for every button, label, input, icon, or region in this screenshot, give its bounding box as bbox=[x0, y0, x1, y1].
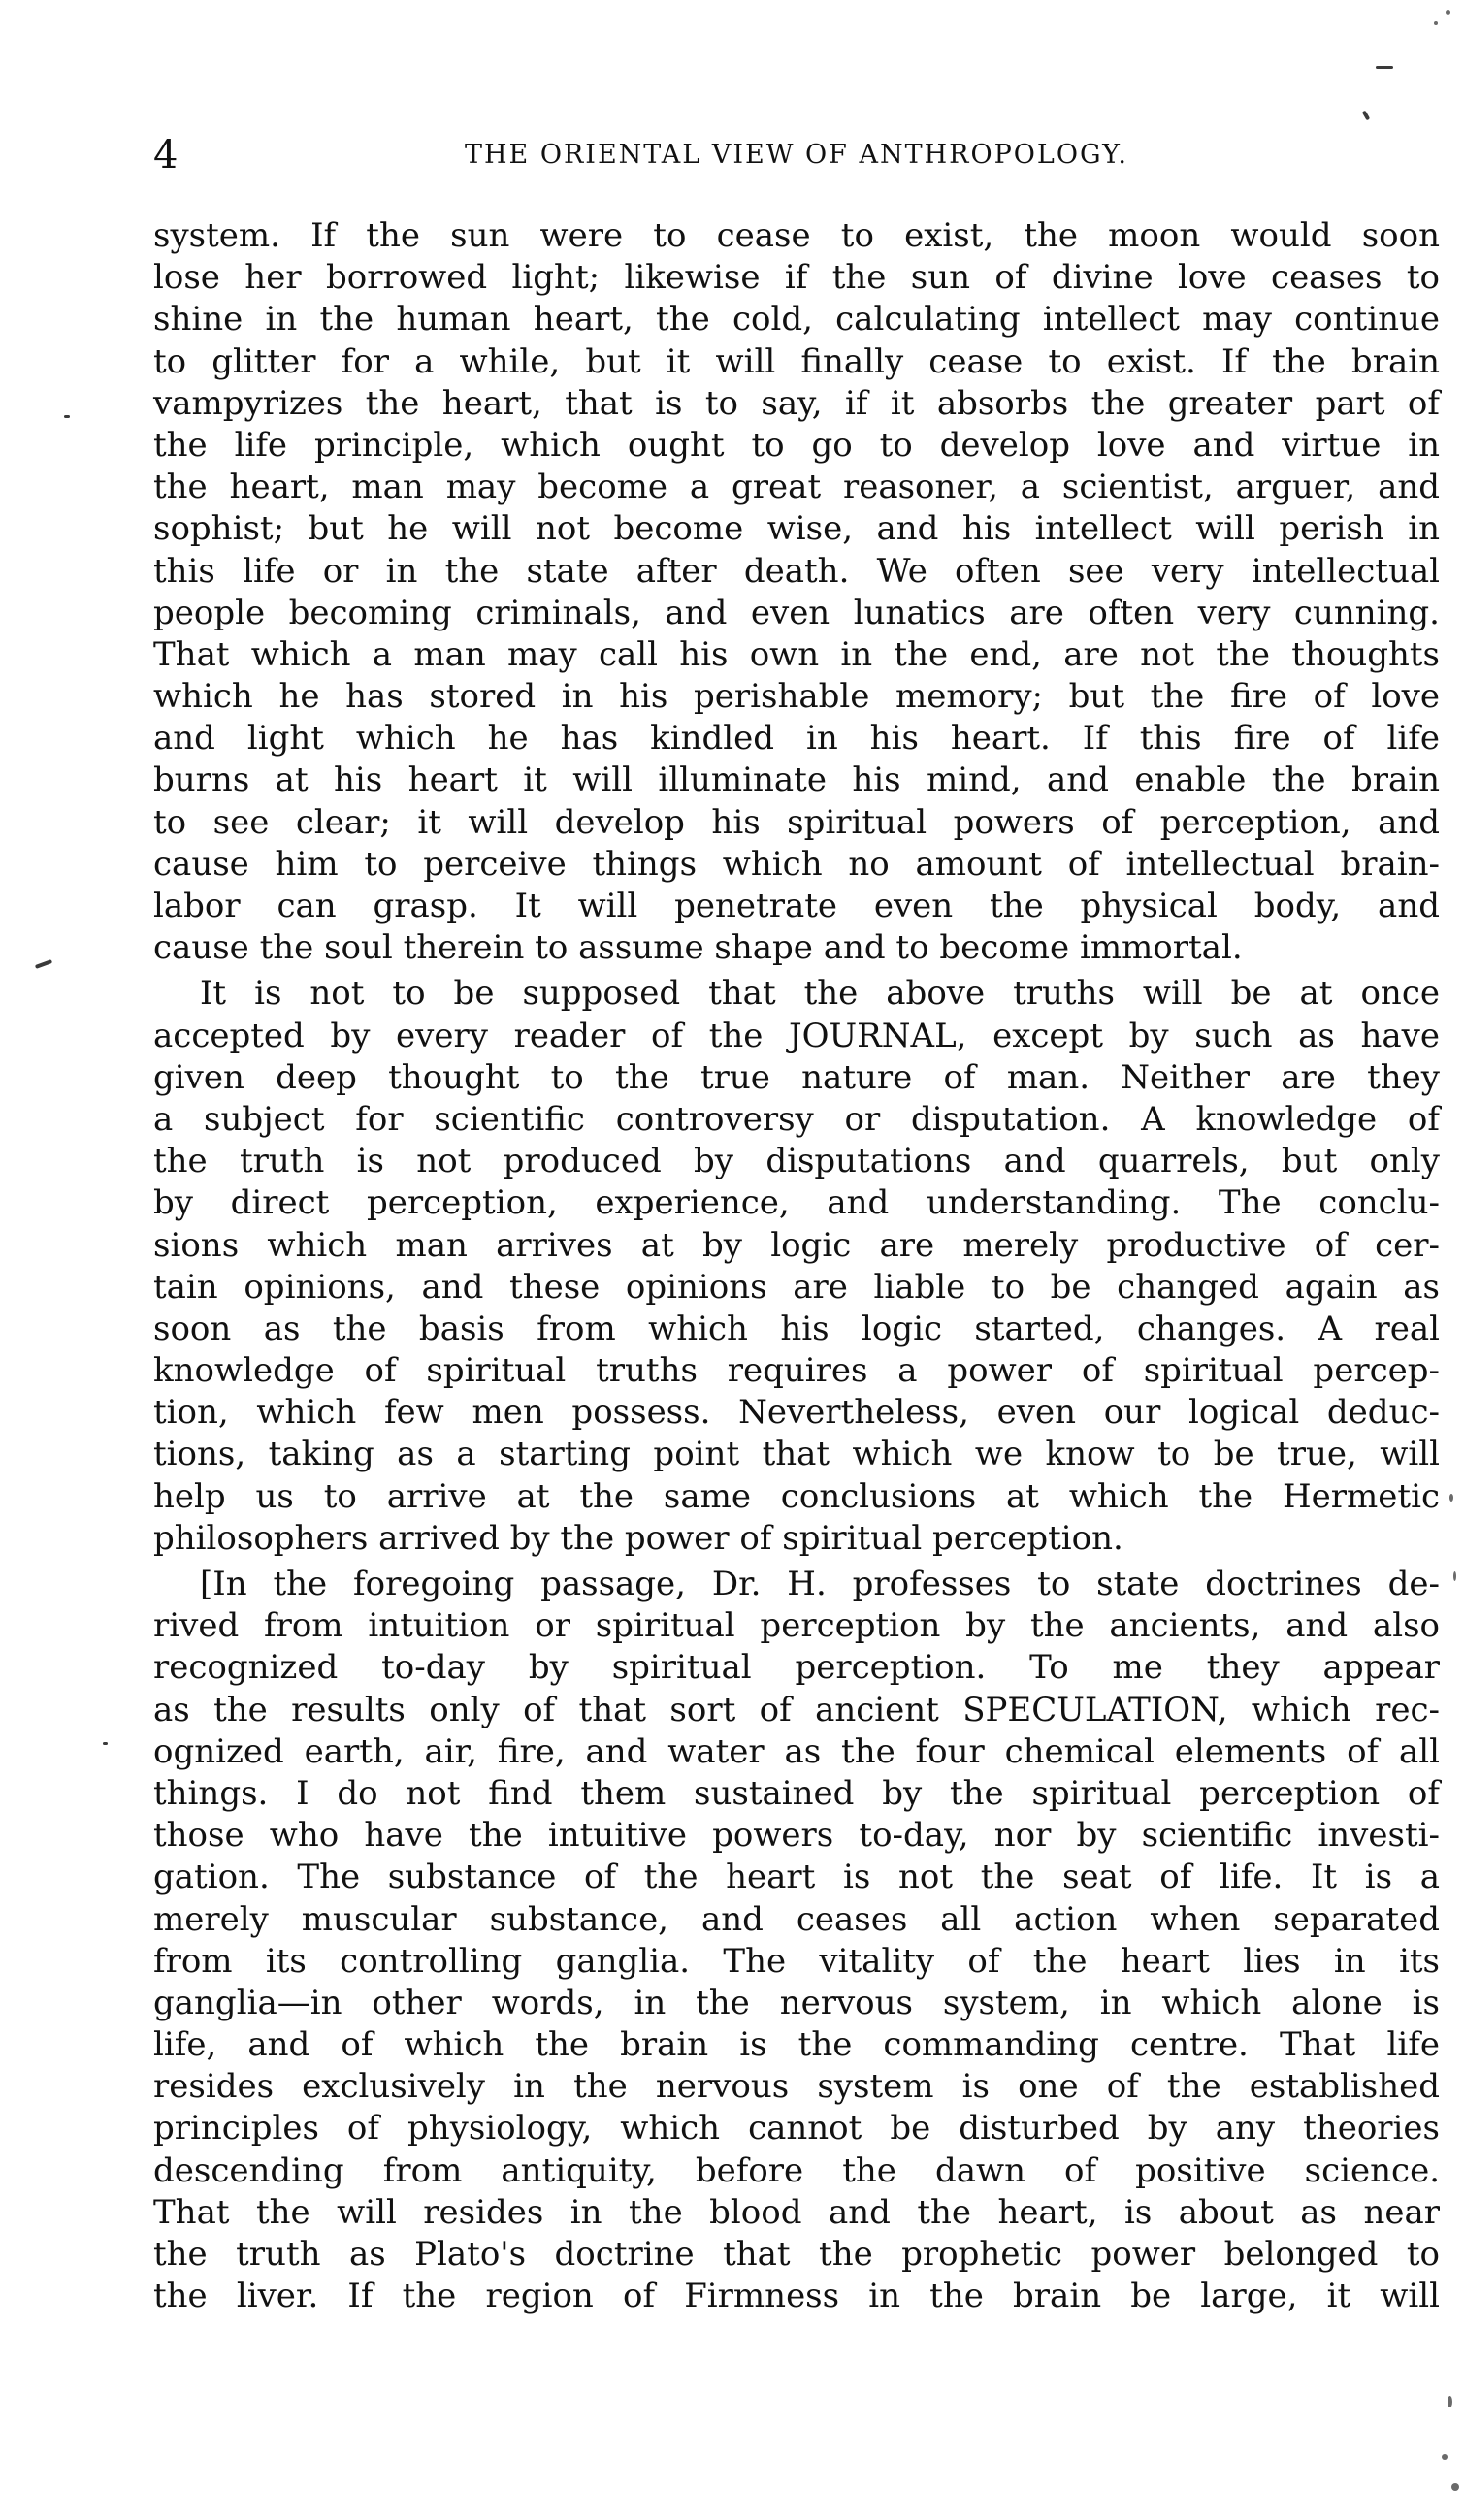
text-line: help us to arrive at the same conclusions at which the Hermetic bbox=[153, 1476, 1440, 1516]
scan-speck bbox=[1446, 10, 1450, 15]
scan-speck bbox=[1449, 1494, 1453, 1502]
text-line: That the will resides in the blood and the heart, is about as near bbox=[153, 2192, 1440, 2232]
text-line: tions, taking as a starting point that which we know to be true, will bbox=[153, 1435, 1440, 1474]
scan-speck bbox=[1448, 2396, 1452, 2407]
text-line: from its controlling ganglia. The vitality of the heart lies in its bbox=[153, 1941, 1440, 1981]
scan-speck bbox=[1453, 1571, 1456, 1581]
text-line: the truth is not produced by disputations and quarrels, but only bbox=[153, 1142, 1440, 1181]
scan-mark bbox=[64, 415, 70, 418]
text-line: principles of physiology, which cannot be disturbed by any theories bbox=[153, 2109, 1440, 2148]
text-line: burns at his heart it will illuminate his mind, and enable the brain bbox=[153, 760, 1440, 800]
text-line: merely muscular substance, and ceases all action when separated bbox=[153, 1899, 1440, 1939]
body-text bbox=[153, 215, 1440, 2317]
text-line: to glitter for a while, but it will finally cease to exist. If the brain bbox=[153, 341, 1440, 381]
text-line: the heart, man may become a great reasoner, a scientist, arguer, and bbox=[153, 468, 1440, 507]
scan-speck bbox=[1451, 2483, 1459, 2491]
text-line: recognized to-day by spiritual perception. To me they appear bbox=[153, 1648, 1440, 1688]
text-line: system. If the sun were to cease to exist, the moon would soon bbox=[153, 216, 1440, 255]
text-line: tion, which few men possess. Nevertheless, even our logical deduc- bbox=[153, 1393, 1440, 1433]
text-line: cause him to perceive things which no amount of intellectual brain- bbox=[153, 844, 1440, 884]
paragraph bbox=[153, 215, 1440, 969]
text-line: It is not to be supposed that the above truths will be at once bbox=[200, 974, 1440, 1014]
text-line: ognized earth, air, fire, and water as the four chemical elements of all bbox=[153, 1731, 1440, 1771]
text-line: those who have the intuitive powers to-day, nor by scientific investi- bbox=[153, 1816, 1440, 1856]
text-line: which he has stored in his perishable memory; but the fire of love bbox=[153, 677, 1440, 717]
text-line: rived from intuition or spiritual perception by the ancients, and also bbox=[153, 1606, 1440, 1646]
text-line: [In the foregoing passage, Dr. H. professes to state doctrines de- bbox=[200, 1565, 1440, 1603]
text-line: resides exclusively in the nervous system is one of the established bbox=[153, 2067, 1440, 2107]
text-line: life, and of which the brain is the commanding centre. That life bbox=[153, 2025, 1440, 2065]
text-line: lose her borrowed light; likewise if the sun of divine love ceases to bbox=[153, 258, 1440, 298]
text-line: labor can grasp. It will penetrate even the physical body, and bbox=[153, 887, 1440, 925]
text-line: knowledge of spiritual truths requires a power of spiritual percep- bbox=[153, 1351, 1440, 1391]
text-line: vampyrizes the heart, that is to say, if it absorbs the greater part of bbox=[153, 383, 1440, 423]
paragraph bbox=[153, 973, 1440, 1560]
text-line: descending from antiquity, before the dawn of positive science. bbox=[153, 2150, 1440, 2190]
text-line: accepted by every reader of the JOURNAL, except by such as have bbox=[153, 1016, 1440, 1055]
text-line: sions which man arrives at by logic are merely productive of cer- bbox=[153, 1225, 1440, 1265]
text-line: soon as the basis from which his logic started, changes. A real bbox=[153, 1308, 1440, 1348]
text-line: given deep thought to the true nature of man. Neither are they bbox=[153, 1057, 1440, 1097]
page-header bbox=[153, 128, 1440, 182]
text-line: philosophers arrived by the power of spiritual perception. bbox=[153, 1518, 1123, 1558]
text-line: a subject for scientific controversy or disputation. A knowledge of bbox=[153, 1099, 1440, 1139]
text-line: gation. The substance of the heart is not the seat of life. It is a bbox=[153, 1858, 1440, 1897]
paragraph bbox=[153, 1564, 1440, 2317]
text-line: by direct perception, experience, and understanding. The conclu- bbox=[153, 1183, 1440, 1223]
text-line: people becoming criminals, and even lunatics are often very cunning. bbox=[153, 593, 1440, 632]
scan-speck bbox=[1442, 2454, 1448, 2460]
scan-mark bbox=[1362, 111, 1370, 121]
scan-mark bbox=[1376, 66, 1393, 69]
page-number: 4 bbox=[153, 133, 179, 178]
scan-speck bbox=[1434, 21, 1438, 25]
text-line: shine in the human heart, the cold, calculating intellect may continue bbox=[153, 300, 1440, 339]
text-line: as the results only of that sort of ancient SPECULATION, which rec- bbox=[153, 1690, 1440, 1729]
text-line: cause the soul therein to assume shape and to become immortal. bbox=[153, 928, 1243, 968]
text-line: sophist; but he will not become wise, and his intellect will perish in bbox=[153, 509, 1440, 549]
text-line: and light which he has kindled in his heart. If this fire of life bbox=[153, 719, 1440, 759]
text-line: the life principle, which ought to go to develop love and virtue in bbox=[153, 425, 1440, 465]
text-line: tain opinions, and these opinions are liable to be changed again as bbox=[153, 1267, 1440, 1307]
running-title: THE ORIENTAL VIEW OF ANTHROPOLOGY. bbox=[464, 140, 1129, 170]
text-line: That which a man may call his own in the end, are not the thoughts bbox=[153, 634, 1440, 674]
scan-mark bbox=[103, 1742, 108, 1745]
text-line: to see clear; it will develop his spiritual powers of perception, and bbox=[153, 802, 1440, 842]
text-line: the truth as Plato's doctrine that the prophetic power belonged to bbox=[153, 2235, 1440, 2274]
text-line: ganglia—in other words, in the nervous system, in which alone is bbox=[153, 1983, 1440, 2022]
text-line: the liver. If the region of Firmness in the brain be large, it will bbox=[153, 2277, 1440, 2316]
text-line: this life or in the state after death. We often see very intellectual bbox=[153, 551, 1440, 591]
text-line: things. I do not find them sustained by the spiritual perception of bbox=[153, 1773, 1440, 1813]
scan-mark bbox=[35, 959, 52, 969]
